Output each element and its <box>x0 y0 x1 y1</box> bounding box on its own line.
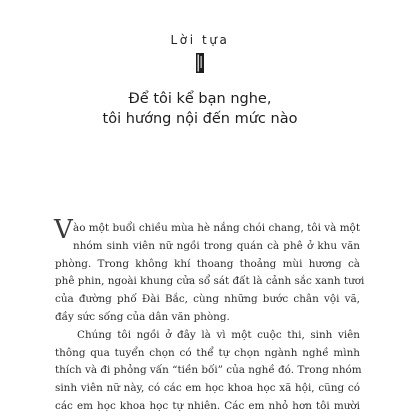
body-line: Chúng tôi ngồi ở đây là vì một cuộc thi, sinh viên <box>77 328 360 341</box>
body-line: phòng. Trong không khí thoang thoảng mùi hương cà <box>55 257 360 270</box>
chapter-title-line-2: tôi hướng nội đến mức nào <box>102 111 298 127</box>
chapter-title <box>0 89 400 129</box>
chapter-title-line-1: Để tôi kể bạn nghe, <box>128 91 272 107</box>
body-line: thích và đi phỏng vấn “tiền bối” của nghề đó. Trong nhóm <box>55 364 362 377</box>
drop-cap: V <box>54 215 73 245</box>
body-text <box>55 220 365 416</box>
section-label: Lời tựa <box>170 33 230 47</box>
body-line: ào một buổi chiều mùa hè nắng chói chang, tôi và một <box>73 222 360 234</box>
body-line: phê phin, ngoài khung cửa sổ sát đất là cảnh sắc xanh tươi <box>55 275 365 288</box>
body-line: đầy sức sống của dân văn phòng. <box>55 310 230 323</box>
bookmark-ornament-icon <box>195 53 205 73</box>
body-line: thông qua tuyển chọn có thể tự chọn ngành nghề mình <box>55 346 360 359</box>
body-line: nhóm sinh viên nữ ngồi trong quán cà phê ở khu văn <box>73 239 360 252</box>
body-line: sinh viên nữ này, có các em học khoa học xã hội, cũng có <box>55 382 360 395</box>
body-line: của đường phố Đài Bắc, cùng những bước chân vội vã, <box>55 293 360 306</box>
body-line: các em học khoa học tự nhiên. Các em nhỏ hơn tôi mười <box>55 399 360 412</box>
